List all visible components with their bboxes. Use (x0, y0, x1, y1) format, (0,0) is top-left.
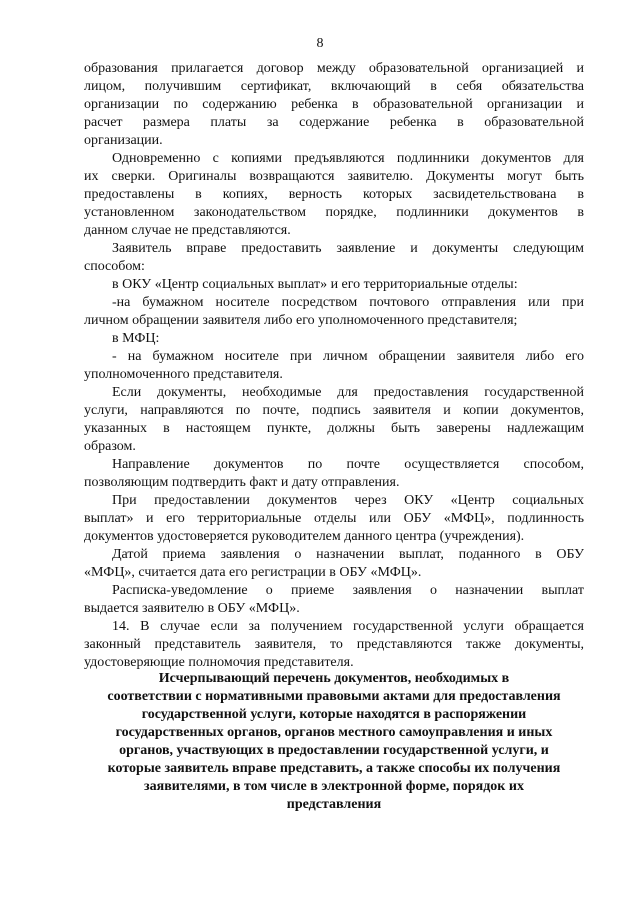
text-line: выдается заявителю в ОБУ «МФЦ». (84, 601, 300, 616)
heading-line: Исчерпывающий перечень документов, необходимых в (158, 671, 510, 686)
text-line: Заявитель вправе предоставить заявление и документы следующим (112, 241, 584, 256)
text-line: в ОКУ «Центр социальных выплат» и его территориальные отделы: (112, 277, 518, 292)
text-line: данном случае не представляются. (84, 223, 291, 238)
text-line: организации по содержанию ребенка в образовательной организации и (84, 97, 584, 112)
heading-line: представления (286, 797, 382, 812)
text-line: Направление документов по почте осуществляется способом, (112, 457, 584, 472)
text-line: Если документы, необходимые для предоставления государственной (112, 385, 584, 400)
text-line: образом. (84, 439, 136, 454)
text-line: уполномоченного представителя. (84, 367, 283, 382)
text-line: образования прилагается договор между образовательной организацией и (84, 61, 584, 76)
body-text (84, 60, 584, 672)
text-line: личном обращении заявителя либо его уполномоченного представителя; (84, 313, 518, 328)
text-line: услуги, направляются по почте, подпись заявителя и копии документов, (84, 403, 584, 418)
heading-line: которые заявитель вправе представить, а также способы их получения (107, 761, 561, 776)
text-line: - на бумажном носителе при личном обращении заявителя либо его (112, 349, 584, 364)
text-line: в МФЦ: (112, 331, 160, 346)
section-heading (84, 670, 584, 814)
page-number: 8 (316, 36, 324, 51)
text-line: Одновременно с копиями предъявляются подлинники документов для (112, 151, 584, 166)
heading-line: органов, участвующих в предоставлении государственной услуги, и (119, 743, 549, 758)
text-line: выплат» и его территориальные отделы или ОБУ «МФЦ», подлинность (84, 511, 584, 526)
text-line: 14. В случае если за получением государственной услуги обращается (112, 619, 584, 634)
text-line: законный представитель заявителя, то представляются также документы, (84, 637, 584, 652)
heading-line: заявителями, в том числе в электронной форме, порядок их (144, 779, 524, 794)
heading-line: государственной услуги, которые находятся в распоряжении (141, 707, 527, 722)
text-line: предоставлены в копиях, верность которых засвидетельствована в (84, 187, 584, 202)
text-line: расчет размера платы за содержание ребенка в образовательной (84, 115, 584, 130)
text-line: способом: (84, 259, 145, 274)
text-line: позволяющим подтвердить факт и дату отправления. (84, 475, 400, 490)
heading-line: государственных органов, органов местного самоуправления и иных (115, 725, 553, 740)
text-line: При предоставлении документов через ОКУ «Центр социальных (112, 493, 584, 508)
text-line: установленном законодательством порядке, подлинники документов в (84, 205, 584, 220)
text-line: организации. (84, 133, 163, 148)
text-line: -на бумажном носителе посредством почтового отправления или при (112, 295, 584, 310)
text-line: указанных в настоящем пункте, должны быть заверены надлежащим (84, 421, 584, 436)
text-line: Расписка-уведомление о приеме заявления о назначении выплат (112, 583, 584, 598)
text-line: «МФЦ», считается дата его регистрации в ОБУ «МФЦ». (84, 565, 422, 580)
text-line: документов удостоверяется руководителем данного центра (учреждения). (84, 529, 525, 544)
text-line: удостоверяющие полномочия представителя. (84, 655, 354, 670)
text-line: их сверки. Оригиналы возвращаются заявителю. Документы могут быть (84, 169, 584, 184)
heading-line: соответствии с нормативными правовыми актами для предоставления (107, 689, 561, 704)
text-line: лицом, получившим сертификат, включающий в себя обязательства (84, 79, 584, 94)
text-line: Датой приема заявления о назначении выплат, поданного в ОБУ (112, 547, 584, 562)
